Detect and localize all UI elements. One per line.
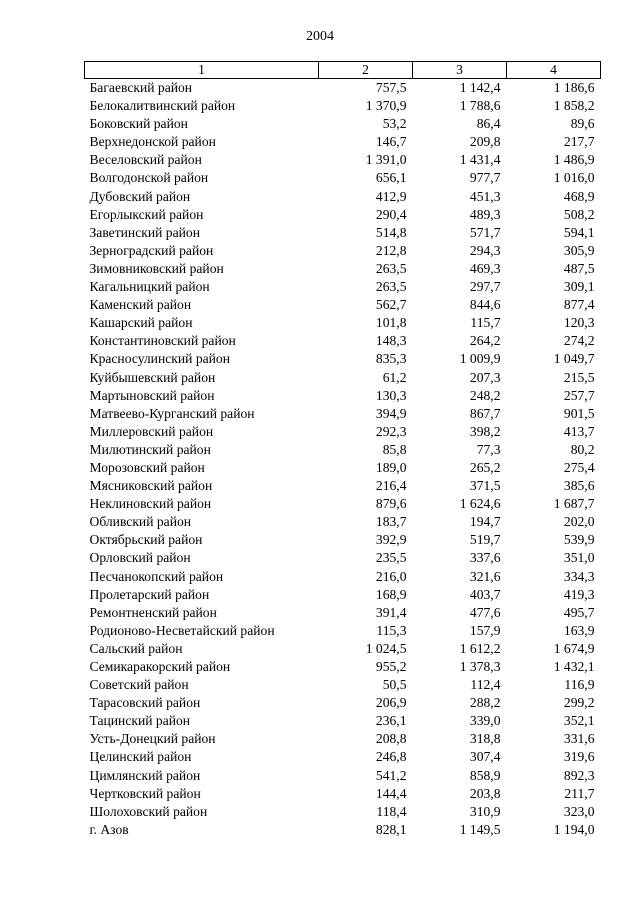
value-col-2-cell: 85,8 [382, 441, 407, 457]
value-col-4-cell: 257,7 [563, 387, 595, 403]
value-col-3-cell: 288,2 [469, 695, 501, 711]
value-col-2-cell: 391,4 [375, 604, 407, 620]
district-name-cell: Кагальницкий район [89, 279, 210, 295]
table-row [85, 350, 601, 368]
district-name-cell: Семикаракорский район [89, 659, 231, 674]
value-col-2-cell: 183,7 [375, 514, 407, 530]
value-col-3-cell: 294,3 [469, 242, 501, 258]
table-row [85, 133, 601, 151]
value-col-2-cell: 115,3 [376, 622, 407, 638]
value-col-2-cell: 412,9 [375, 188, 407, 204]
table-row [85, 785, 601, 803]
value-col-2-cell: 146,7 [375, 134, 407, 150]
table-row [85, 803, 601, 821]
value-col-3-cell: 207,3 [469, 369, 501, 385]
value-col-4-cell: 299,2 [563, 695, 595, 711]
value-col-4-cell: 539,9 [563, 532, 595, 548]
value-col-4-cell: 1 432,1 [553, 659, 595, 674]
table-row [85, 405, 601, 423]
district-name-cell: Шолоховский район [89, 803, 208, 819]
district-name-cell: Верхнедонской район [89, 134, 216, 150]
value-col-3-cell: 318,8 [469, 731, 501, 747]
value-col-3-cell: 403,7 [469, 586, 501, 602]
value-col-4-cell: 487,5 [563, 260, 595, 276]
value-col-4-cell: 468,9 [563, 188, 595, 204]
district-name-cell: Октябрьский район [89, 532, 203, 548]
table-row [85, 441, 601, 459]
table-row [85, 586, 601, 604]
value-col-4-cell: 319,6 [563, 749, 595, 765]
value-col-3-cell: 194,7 [469, 514, 501, 530]
value-col-3-cell: 307,4 [469, 749, 501, 765]
district-name-cell: Цимлянский район [89, 767, 201, 783]
value-col-4-cell: 1 486,9 [553, 152, 595, 168]
value-col-3-cell: 1 624,6 [459, 496, 501, 512]
value-col-4-cell: 309,1 [563, 279, 595, 295]
value-col-2-cell: 50,5 [382, 677, 407, 693]
district-name-cell: Усть-Донецкий район [89, 731, 216, 747]
value-col-4-cell: 1 858,2 [553, 98, 595, 114]
table-row [85, 169, 601, 187]
value-col-2-cell: 206,9 [375, 695, 407, 711]
value-col-2-cell: 290,4 [375, 206, 407, 222]
value-col-4-cell: 211,7 [564, 785, 595, 801]
value-col-2-cell: 656,1 [375, 170, 407, 186]
value-col-2-cell: 236,1 [375, 713, 407, 729]
header-row [85, 62, 601, 79]
district-name-cell: Целинский район [89, 749, 192, 765]
value-col-4-cell: 1 687,7 [553, 496, 595, 512]
table-row [85, 676, 601, 694]
value-col-2-cell: 1 024,5 [365, 640, 407, 656]
district-name-cell: Миллеровский район [89, 423, 214, 439]
value-col-4-cell: 508,2 [563, 206, 595, 222]
value-col-4-cell: 163,9 [563, 622, 595, 638]
value-col-3-cell: 977,7 [469, 170, 501, 186]
value-col-3-cell: 1 142,4 [459, 80, 501, 95]
district-name-cell: Орловский район [89, 550, 191, 566]
value-col-2-cell: 208,8 [375, 731, 407, 747]
table-row [85, 604, 601, 622]
value-col-3-cell: 265,2 [469, 459, 501, 475]
district-name-cell: Неклиновский район [89, 496, 212, 512]
district-name-cell: Обливский район [89, 514, 192, 530]
value-col-2-cell: 61,2 [382, 369, 407, 385]
value-col-2-cell: 216,0 [375, 568, 407, 584]
table-row [85, 495, 601, 513]
value-col-4-cell: 217,7 [563, 134, 595, 150]
district-name-cell: Сальский район [89, 640, 183, 656]
district-name-cell: Советский район [89, 677, 189, 693]
district-name-cell: Белокалитвинский район [89, 98, 236, 114]
value-col-4-cell: 419,3 [563, 586, 595, 602]
table-row [85, 278, 601, 296]
value-col-3-cell: 203,8 [469, 785, 501, 801]
value-col-4-cell: 305,9 [563, 242, 595, 258]
value-col-3-cell: 1 378,3 [459, 659, 501, 674]
value-col-3-cell: 371,5 [469, 478, 501, 494]
district-name-cell: Тацинский район [89, 713, 191, 729]
district-name-cell: Песчанокопский район [89, 568, 224, 584]
district-name-cell: Чертковский район [89, 785, 201, 801]
table-row [85, 640, 601, 658]
value-col-4-cell: 80,2 [570, 441, 595, 457]
district-name-cell: Багаевский район [89, 80, 193, 95]
table-row [85, 314, 601, 332]
table-row [85, 188, 601, 206]
district-name-cell: Каменский район [89, 297, 192, 313]
value-col-3-cell: 1 009,9 [459, 351, 501, 367]
value-col-2-cell: 879,6 [375, 496, 407, 512]
value-col-3-cell: 112,4 [470, 677, 501, 693]
district-name-cell: Куйбышевский район [89, 369, 216, 385]
value-col-4-cell: 89,6 [570, 116, 595, 132]
table-row [85, 694, 601, 712]
table-row [85, 206, 601, 224]
value-col-3-cell: 86,4 [476, 116, 501, 132]
district-name-cell: Зимовниковский район [89, 260, 224, 276]
district-name-cell: Кашарский район [89, 315, 193, 331]
value-col-3-cell: 1 431,4 [459, 152, 501, 168]
value-col-2-cell: 246,8 [375, 749, 407, 765]
value-col-3-cell: 858,9 [469, 767, 501, 783]
value-col-4-cell: 202,0 [563, 514, 595, 530]
column-header-1: 1 [85, 62, 319, 79]
value-col-3-cell: 489,3 [469, 206, 501, 222]
value-col-2-cell: 392,9 [375, 532, 407, 548]
value-col-4-cell: 877,4 [563, 297, 595, 313]
value-col-3-cell: 339,0 [469, 713, 501, 729]
table-row [85, 531, 601, 549]
table-row [85, 549, 601, 567]
column-header-2: 2 [319, 62, 413, 79]
value-col-3-cell: 451,3 [469, 188, 501, 204]
district-name-cell: Мартыновский район [89, 387, 215, 403]
district-name-cell: Волгодонской район [89, 170, 209, 186]
table-row [85, 767, 601, 785]
value-col-3-cell: 321,6 [469, 568, 501, 584]
value-col-4-cell: 215,5 [563, 369, 595, 385]
value-col-2-cell: 1 391,0 [365, 152, 407, 168]
district-name-cell: Морозовский район [89, 459, 205, 475]
value-col-2-cell: 216,4 [375, 478, 407, 494]
value-col-2-cell: 757,5 [375, 80, 407, 95]
district-name-cell: Красносулинский район [89, 351, 230, 367]
value-col-4-cell: 1 674,9 [553, 640, 595, 656]
value-col-4-cell: 120,3 [563, 315, 595, 331]
value-col-4-cell: 323,0 [563, 803, 595, 819]
table-row [85, 821, 601, 839]
page-number: 2004 [306, 29, 334, 44]
table-row [85, 115, 601, 133]
table-row [85, 387, 601, 405]
value-col-3-cell: 1 612,2 [459, 640, 501, 656]
value-col-4-cell: 594,1 [563, 224, 595, 240]
value-col-2-cell: 828,1 [375, 821, 407, 837]
value-col-2-cell: 144,4 [375, 785, 407, 801]
value-col-3-cell: 844,6 [469, 297, 501, 313]
value-col-3-cell: 398,2 [469, 423, 501, 439]
value-col-4-cell: 385,6 [563, 478, 595, 494]
value-col-4-cell: 1 194,0 [553, 821, 595, 837]
value-col-2-cell: 130,3 [375, 387, 407, 403]
district-name-cell: Боковский район [89, 116, 188, 132]
value-col-3-cell: 1 149,5 [459, 821, 501, 837]
value-col-4-cell: 352,1 [563, 713, 595, 729]
value-col-3-cell: 115,7 [470, 315, 501, 331]
value-col-3-cell: 157,9 [469, 622, 501, 638]
table-row [85, 658, 601, 676]
value-col-3-cell: 469,3 [469, 260, 501, 276]
value-col-2-cell: 263,5 [375, 260, 407, 276]
value-col-3-cell: 519,7 [469, 532, 501, 548]
value-col-4-cell: 1 049,7 [553, 351, 595, 367]
value-col-2-cell: 955,2 [375, 659, 407, 674]
table-row [85, 97, 601, 115]
value-col-4-cell: 495,7 [563, 604, 595, 620]
value-col-2-cell: 1 370,9 [365, 98, 407, 114]
value-col-4-cell: 116,9 [564, 677, 595, 693]
table-row [85, 224, 601, 242]
value-col-4-cell: 901,5 [563, 405, 595, 421]
value-col-4-cell: 413,7 [563, 423, 595, 439]
table-row [85, 477, 601, 495]
table-row [85, 296, 601, 314]
value-col-3-cell: 310,9 [469, 803, 501, 819]
value-col-3-cell: 337,6 [469, 550, 501, 566]
data-table [84, 61, 601, 839]
value-col-3-cell: 248,2 [469, 387, 501, 403]
district-name-cell: Родионово-Несветайский район [89, 622, 275, 638]
table-row [85, 459, 601, 477]
value-col-4-cell: 274,2 [563, 333, 595, 349]
table-body [85, 79, 601, 839]
value-col-4-cell: 334,3 [563, 568, 595, 584]
value-col-4-cell: 1 186,6 [553, 80, 595, 95]
value-col-2-cell: 541,2 [375, 767, 407, 783]
value-col-2-cell: 514,8 [375, 224, 407, 240]
value-col-4-cell: 351,0 [563, 550, 595, 566]
value-col-2-cell: 235,5 [375, 550, 407, 566]
column-header-3: 3 [413, 62, 507, 79]
value-col-3-cell: 867,7 [469, 405, 501, 421]
value-col-4-cell: 892,3 [563, 767, 595, 783]
value-col-2-cell: 562,7 [375, 297, 407, 313]
table-row [85, 79, 601, 98]
value-col-2-cell: 101,8 [375, 315, 407, 331]
value-col-2-cell: 189,0 [375, 459, 407, 475]
value-col-3-cell: 297,7 [469, 279, 501, 295]
table-row [85, 260, 601, 278]
district-name-cell: Зерноградский район [89, 242, 214, 258]
value-col-2-cell: 118,4 [376, 803, 407, 819]
district-name-cell: Заветинский район [89, 224, 200, 240]
table-row [85, 423, 601, 441]
district-name-cell: Дубовский район [89, 188, 191, 204]
district-name-cell: Константиновский район [89, 333, 236, 349]
table-row [85, 730, 601, 748]
value-col-2-cell: 168,9 [375, 586, 407, 602]
value-col-3-cell: 571,7 [469, 224, 501, 240]
value-col-2-cell: 53,2 [382, 116, 407, 132]
table-row [85, 748, 601, 766]
value-col-3-cell: 264,2 [469, 333, 501, 349]
district-name-cell: Веселовский район [89, 152, 202, 168]
table-row [85, 332, 601, 350]
value-col-2-cell: 292,3 [375, 423, 407, 439]
district-name-cell: г. Азов [89, 821, 129, 837]
district-name-cell: Пролетарский район [89, 586, 210, 602]
value-col-4-cell: 331,6 [563, 731, 595, 747]
table-row [85, 242, 601, 260]
value-col-2-cell: 835,3 [375, 351, 407, 367]
value-col-3-cell: 77,3 [476, 441, 501, 457]
table-row [85, 151, 601, 169]
table-row [85, 712, 601, 730]
value-col-2-cell: 212,8 [375, 242, 407, 258]
value-col-3-cell: 477,6 [469, 604, 501, 620]
value-col-4-cell: 275,4 [563, 459, 595, 475]
district-name-cell: Ремонтненский район [89, 604, 217, 620]
district-name-cell: Мясниковский район [89, 478, 213, 494]
value-col-4-cell: 1 016,0 [553, 170, 595, 186]
value-col-2-cell: 148,3 [375, 333, 407, 349]
value-col-2-cell: 394,9 [375, 405, 407, 421]
district-name-cell: Милютинский район [89, 441, 211, 457]
table-row [85, 369, 601, 387]
value-col-3-cell: 209,8 [469, 134, 501, 150]
table-row [85, 622, 601, 640]
table-row [85, 513, 601, 531]
district-name-cell: Егорлыкский район [89, 206, 204, 222]
column-header-4: 4 [507, 62, 601, 79]
table-row [85, 568, 601, 586]
district-name-cell: Тарасовский район [89, 695, 201, 711]
district-name-cell: Матвеево-Курганский район [89, 405, 255, 421]
value-col-3-cell: 1 788,6 [459, 98, 501, 114]
value-col-2-cell: 263,5 [375, 279, 407, 295]
